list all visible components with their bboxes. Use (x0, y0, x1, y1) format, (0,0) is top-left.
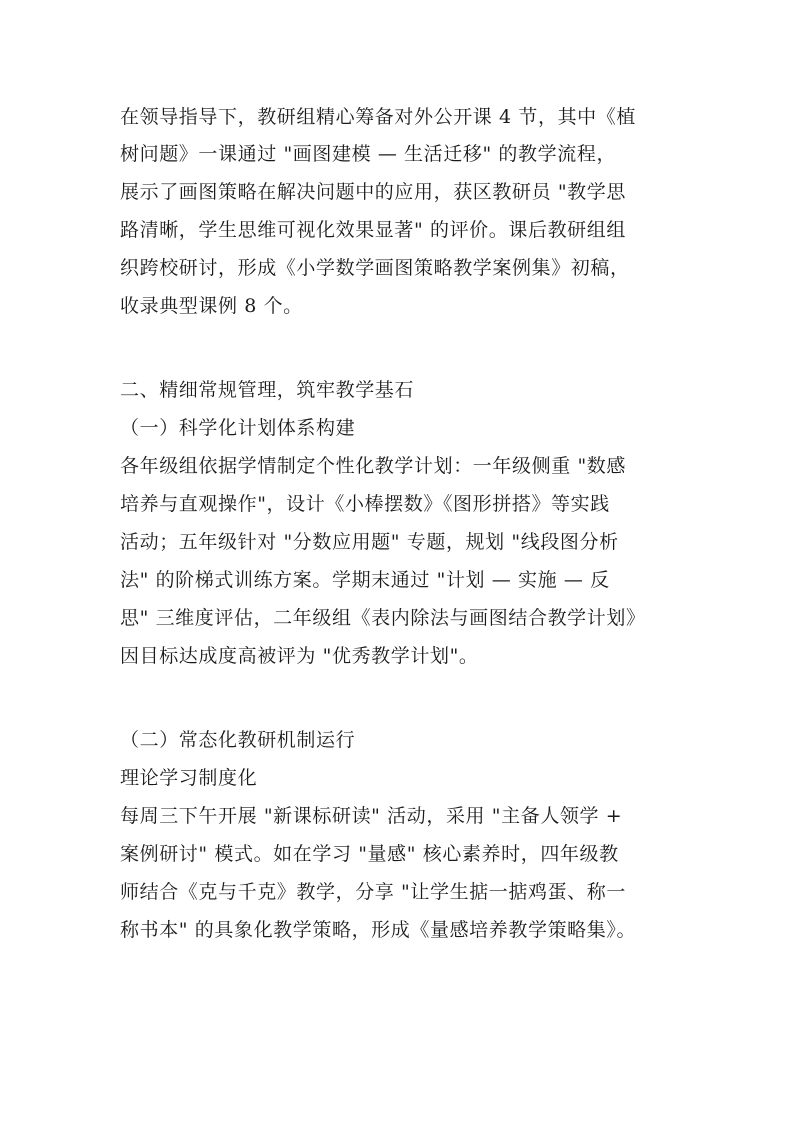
sub-heading-theory: 理论学习制度化 (120, 767, 258, 789)
paragraph-1-line-6: 收录典型课例 8 个。 (120, 295, 303, 317)
paragraph-1-line-4: 路清晰，学生思维可视化效果显著" 的评价。课后教研组组 (120, 219, 626, 241)
paragraph-1-line-2: 树问题》一课通过 "画图建模 — 生活迁移" 的教学流程， (120, 143, 617, 165)
paragraph-2-line-5: 思" 三维度评估，二年级组《表内除法与画图结合教学计划》 (120, 607, 646, 629)
paragraph-3-line-3: 师结合《克与千克》教学，分享 "让学生掂一掂鸡蛋、称一 (120, 881, 626, 903)
paragraph-2-line-3: 活动；五年级针对 "分数应用题" 专题，规划 "线段图分析 (120, 531, 619, 553)
paragraph-2-line-6: 因目标达成度高被评为 "优秀教学计划"。 (120, 645, 479, 667)
paragraph-1-line-1: 在领导指导下，教研组精心筹备对外公开课 4 节，其中《植 (120, 106, 636, 128)
paragraph-3-line-2: 案例研讨" 模式。如在学习 "量感" 核心素养时，四年级教 (120, 843, 619, 865)
paragraph-2-line-4: 法" 的阶梯式训练方案。学期末通过 "计划 — 实施 — 反 (120, 569, 610, 591)
subsection-1-heading: （一）科学化计划体系构建 (120, 417, 356, 439)
paragraph-2-line-1: 各年级组依据学情制定个性化教学计划：一年级侧重 "数感 (120, 455, 626, 477)
paragraph-2-line-2: 培养与直观操作"，设计《小棒摆数》《图形拼搭》等实践 (120, 493, 610, 515)
paragraph-1-line-3: 展示了画图策略在解决问题中的应用，获区教研员 "教学思 (120, 181, 626, 203)
section-2-heading: 二、精细常规管理，筑牢教学基石 (120, 379, 415, 401)
paragraph-3-line-1: 每周三下午开展 "新课标研读" 活动，采用 "主备人领学 + (120, 805, 623, 827)
subsection-2-heading: （二）常态化教研机制运行 (120, 729, 356, 751)
paragraph-3-line-4: 称书本" 的具象化教学策略，形成《量感培养教学策略集》。 (120, 919, 637, 941)
paragraph-1-line-5: 织跨校研讨，形成《小学数学画图策略教学案例集》初稿， (120, 257, 630, 279)
